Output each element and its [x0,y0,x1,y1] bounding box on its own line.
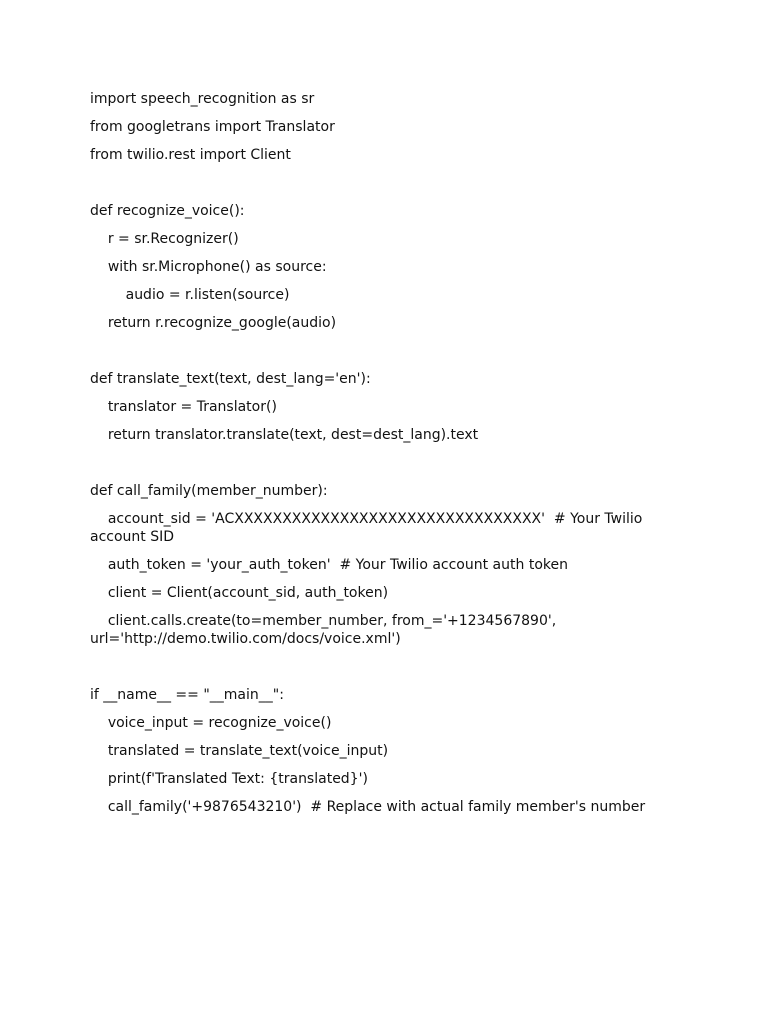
code-line: from googletrans import Translator [90,119,335,135]
code-line: translated = translate_text(voice_input) [90,743,389,759]
code-line: def recognize_voice(): [90,203,245,219]
code-line: audio = r.listen(source) [90,287,290,303]
code-line: print(f'Translated Text: {translated}') [90,771,368,787]
code-line: call_family('+9876543210') # Replace with actual family member's number [90,799,646,815]
code-line: client.calls.create(to=member_number, from_='+1234567890', url='http://demo.twilio.com/docs/voice.xml') [90,613,561,647]
code-line: if __name__ == "__main__": [90,687,284,703]
blank-line [90,658,650,676]
code-line: client = Client(account_sid, auth_token) [90,585,389,601]
code-line: from twilio.rest import Client [90,147,291,163]
blank-line [90,342,650,360]
code-line: def translate_text(text, dest_lang='en'): [90,371,371,387]
code-line: r = sr.Recognizer() [90,231,239,247]
code-line: import speech_recognition as sr [90,91,315,107]
code-line: return r.recognize_google(audio) [90,315,337,331]
code-line: translator = Translator() [90,399,277,415]
code-listing [90,90,650,826]
code-line: def call_family(member_number): [90,483,328,499]
blank-line [90,454,650,472]
code-line: auth_token = 'your_auth_token' # Your Twilio account auth token [90,557,568,573]
blank-line [90,174,650,192]
code-line: with sr.Microphone() as source: [90,259,327,275]
code-line: account_sid = 'ACXXXXXXXXXXXXXXXXXXXXXXXXXXXXXXXX' # Your Twilio account SID [90,511,647,545]
code-line: voice_input = recognize_voice() [90,715,332,731]
code-line: return translator.translate(text, dest=dest_lang).text [90,427,479,443]
